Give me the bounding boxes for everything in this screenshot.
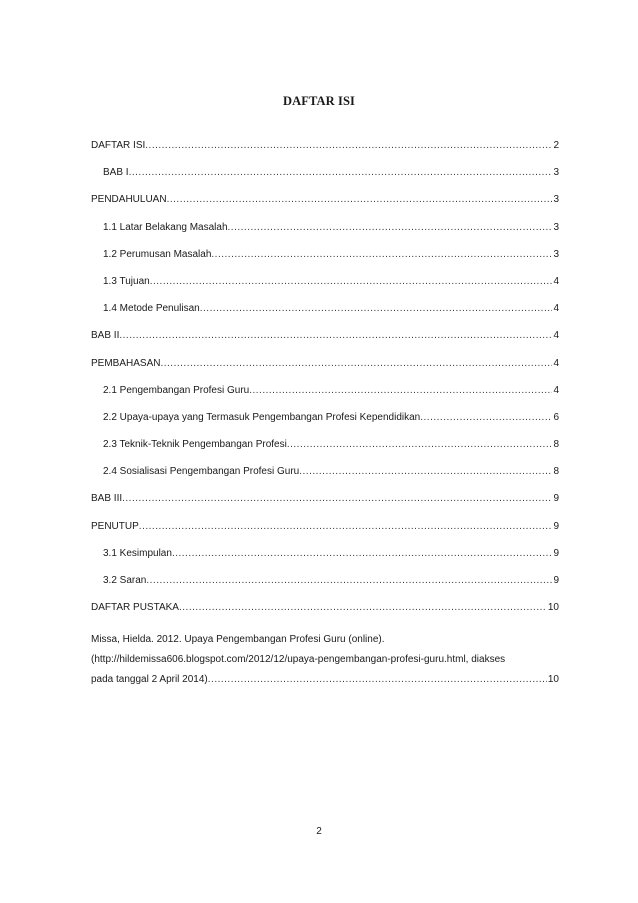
toc-entry-page: 3: [553, 221, 559, 233]
toc-entry-title: 3.2 Saran: [103, 575, 147, 586]
toc-entry-title: PENDAHULUAN: [91, 194, 167, 206]
toc-entry-title: BAB II: [91, 330, 120, 342]
toc-entry: [91, 600, 559, 627]
toc-entry: [91, 519, 559, 546]
dot-leader: [122, 491, 552, 507]
toc-entry-page: 4: [553, 384, 559, 396]
toc-entry-page: 8: [553, 466, 559, 478]
dot-leader: [179, 600, 547, 616]
dot-leader: [145, 138, 552, 154]
toc-entry-title: 1.2 Perumusan Masalah: [103, 248, 212, 260]
toc-entry-title: 2.1 Pengembangan Profesi Guru: [103, 384, 250, 396]
toc-entry-page: 3: [553, 194, 559, 206]
toc-entry: [91, 383, 559, 410]
toc-entry-page: 10: [547, 602, 559, 614]
toc-entry: [91, 192, 559, 219]
toc-entry-title: BAB I: [103, 167, 129, 179]
dot-leader: [420, 410, 552, 426]
dot-leader: [211, 247, 552, 263]
toc-entry-page: 4: [553, 303, 559, 315]
dot-leader: [249, 383, 552, 399]
dot-leader: [129, 165, 553, 181]
toc-entry: [91, 573, 559, 600]
dot-leader: [119, 328, 552, 344]
dot-leader: [146, 573, 552, 589]
reference-line: [91, 670, 559, 690]
toc-entry: [91, 328, 559, 355]
toc-entry: [91, 437, 559, 464]
toc-entry-page: 3: [553, 248, 559, 260]
dot-leader: [287, 437, 553, 453]
toc-entry-title: 3.1 Kesimpulan: [103, 547, 172, 559]
toc-entry-title: PENUTUP: [91, 520, 139, 532]
toc-entry-title: 1.3 Tujuan: [103, 275, 150, 287]
toc-entry: [91, 301, 559, 328]
toc-entry: [91, 356, 559, 383]
toc-entry-page: 3: [553, 167, 559, 179]
dot-leader: [167, 192, 553, 208]
reference-page: 10: [547, 674, 559, 686]
toc-entry-title: 2.4 Sosialisasi Pengembangan Profesi Guru: [103, 466, 300, 478]
dot-leader: [139, 519, 553, 535]
dot-leader: [160, 356, 552, 372]
reference-line: Missa, Hielda. 2012. Upaya Pengembangan Profesi Guru (online).: [91, 634, 385, 646]
toc-entry-page: 6: [553, 411, 559, 423]
toc-entry-page: 8: [553, 439, 559, 451]
toc-entry-title: 2.2 Upaya-upaya yang Termasuk Pengembangan Profesi Kependidikan: [103, 411, 421, 423]
reference-entry: [91, 627, 559, 690]
toc-entry-title: 1.1 Latar Belakang Masalah: [103, 221, 228, 233]
toc-entry-page: 4: [553, 275, 559, 287]
toc-entry: [91, 410, 559, 437]
toc-entry-title: 2.3 Teknik-Teknik Pengembangan Profesi: [103, 439, 287, 451]
toc-entry: [91, 138, 559, 165]
toc-entry-page: 9: [553, 575, 559, 586]
toc-entry-title: 1.4 Metode Penulisan: [103, 303, 200, 315]
dot-leader: [172, 546, 553, 562]
reference-line: (http://hildemissa606.blogspot.com/2012/12/upaya-pengembangan-profesi-guru.html, diakses: [91, 654, 506, 666]
toc-entry-page: 4: [553, 330, 559, 342]
toc-entry: [91, 220, 559, 247]
toc-entry-title: BAB III: [91, 493, 123, 505]
toc-entry: [91, 464, 559, 491]
page-title: DAFTAR ISI: [283, 94, 355, 108]
toc-entry-title: PEMBAHASAN: [91, 357, 161, 369]
toc-entry: [91, 247, 559, 274]
toc-entry-page: 4: [553, 357, 559, 369]
toc-entry-title: DAFTAR PUSTAKA: [91, 602, 179, 614]
dot-leader: [208, 670, 547, 690]
toc-entry-page: 9: [553, 547, 559, 559]
toc-entry: [91, 546, 559, 573]
toc-entry-page: 9: [553, 493, 559, 505]
page-number: 2: [316, 826, 322, 837]
toc-entry: [91, 274, 559, 301]
toc-entry-title: DAFTAR ISI: [91, 140, 146, 151]
dot-leader: [228, 220, 553, 236]
dot-leader: [299, 464, 552, 480]
reference-text: pada tanggal 2 April 2014): [91, 674, 208, 686]
toc-entry: [91, 165, 559, 192]
toc-entry-page: 2: [553, 140, 559, 151]
table-of-contents: [91, 138, 559, 690]
toc-entry-page: 9: [553, 520, 559, 532]
dot-leader: [200, 301, 553, 317]
dot-leader: [150, 274, 553, 290]
toc-entry: [91, 491, 559, 518]
